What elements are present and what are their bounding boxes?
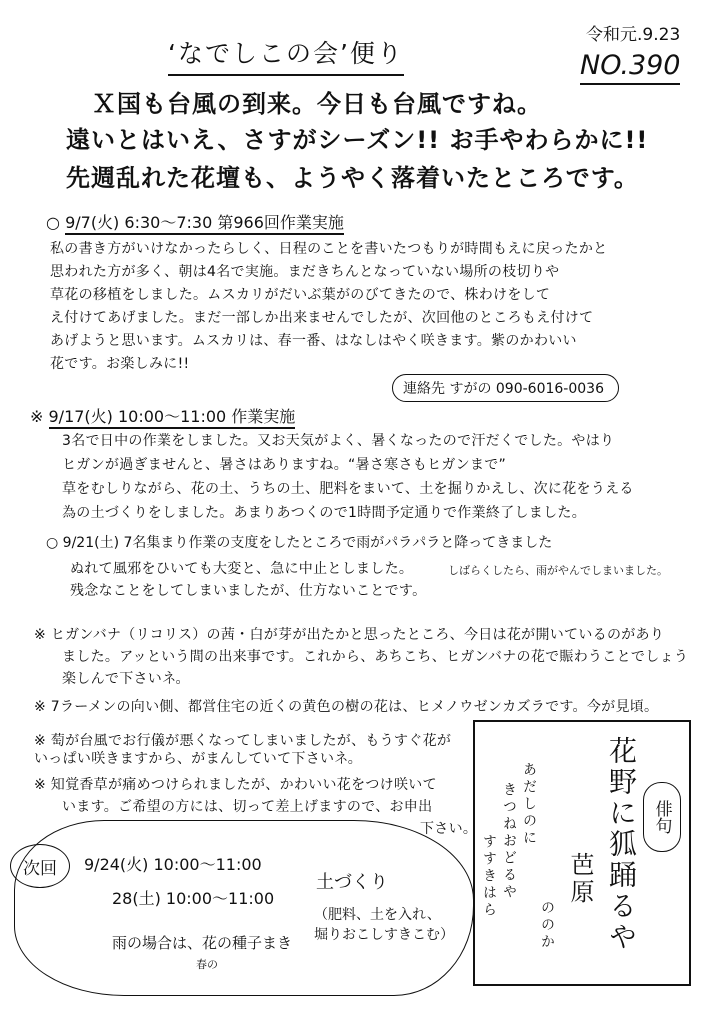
entry-2-line: 草をむしりながら、花の土、うちの土、肥料をまいて、土を掘りかえし、次に花をうえる — [62, 481, 634, 497]
haiku-reading: あだしのに — [521, 762, 537, 847]
haiku-author: 芭原 — [566, 852, 594, 906]
haiku-tag — [643, 782, 681, 852]
haiku-poem: 花野に狐踊るや — [605, 736, 638, 953]
entry-1-line: 思われた方が多く、朝は4名で実施。まだきちんとなっていない場所の枝切りや — [50, 264, 560, 280]
next-work-detail: （肥料、土を入れ、 — [314, 907, 441, 923]
entry-3-aside: しばらくしたら、雨がやんでしまいました。 — [448, 564, 668, 577]
note-3 — [34, 732, 454, 768]
haiku-tag-label: 俳句 — [651, 800, 672, 834]
note-4-line: 下さい。 — [420, 821, 478, 837]
haiku-reading: すすきはら — [481, 834, 497, 919]
entry-3-line: 残念なことをしてしまいましたが、仕方ないことです。 — [70, 583, 427, 599]
note-mark: ※ — [34, 699, 51, 715]
entry-3-line: ぬれて風邪をひいても大変と、急に中止としました。 — [70, 561, 414, 577]
note-4-line: います。ご希望の方には、切って差上げますので、お申出 — [62, 799, 433, 815]
next-rain-plan: 雨の場合は、花の種子まき — [112, 934, 293, 952]
note-1-line: ヒガンバナ（リコリス）の茜・白が芽が出たかと思ったところ、今日は花が開いているのがあり — [50, 627, 665, 643]
issue-number: NO.390 — [580, 50, 680, 85]
next-meeting-label — [10, 844, 70, 888]
next-label-text: 次回 — [23, 858, 57, 879]
entry-1-header — [46, 210, 344, 233]
haiku-box — [473, 720, 691, 986]
note-4 — [34, 776, 437, 794]
entry-2-line: 3名で日中の作業をしました。又お天気がよく、暑くなったので汗だくでした。やはり — [62, 433, 615, 449]
next-work: 土づくり — [316, 872, 388, 893]
entry-2-date-time: 9/17(火) 10:00〜11:00 作業実施 — [49, 407, 296, 429]
headline-2: 遠いとはいえ、さすがシーズン!! お手やわらかに!! — [66, 126, 649, 154]
next-work-detail: 堀りおこしすきこむ） — [314, 927, 454, 943]
entry-2-line: ヒガンが過ぎませんと、暑さはありますね。“暑さ寒さもヒガンまで” — [62, 457, 507, 473]
note-1-line: 楽しんで下さいネ。 — [62, 671, 190, 687]
entry-1-line: 私の書き方がいけなかったらしく、日程のことを書いたつもりが時間もえに戻ったかと — [50, 241, 608, 257]
newsletter-title: ‘なでしこの会’便り — [168, 34, 404, 76]
note-mark: ※ — [34, 627, 51, 643]
note-2 — [34, 698, 658, 716]
entry-1-line: あげようと思います。ムスカリは、春一番、はなしはやく咲きます。紫のかわいい — [50, 333, 577, 349]
entry-1-line: え付けてあげました。まだ一部しか出来ませんでしたが、次回他のところもえ付けて — [50, 310, 594, 326]
note-mark: ※ — [34, 777, 51, 793]
note-4-line: 知覚香草が痛めつけられましたが、かわいい花をつけ咲いて — [50, 777, 437, 793]
bullet-mark: ○ — [46, 535, 59, 551]
haiku-reading: ののか — [539, 900, 555, 951]
headline-1: Ｘ国も台風の到来。今日も台風ですね。 — [92, 90, 542, 118]
entry-3-text: 9/21(土) 7名集まり作業の支度をしたところで雨がパラパラと降ってきました — [62, 535, 553, 551]
note-2-line: 7ラーメンの向い側、都営住宅の近くの黄色の樹の花は、ヒメノウゼンカズラです。今が見頃。 — [50, 699, 659, 715]
note-mark: ※ — [30, 407, 44, 426]
next-date-1: 9/24(火) 10:00〜11:00 — [84, 855, 262, 874]
entry-2-header — [30, 404, 295, 427]
note-mark: ※ — [34, 733, 51, 749]
entry-1-date-time: 9/7(火) 6:30〜7:30 第966回作業実施 — [65, 213, 344, 235]
entry-3-header — [46, 532, 552, 552]
entry-1-line: 草花の移植をしました。ムスカリがだいぶ葉がのびてきたので、株わけをして — [50, 287, 551, 303]
entry-2-line: 為の土づくりをしました。あまりあつくので1時間予定通りで作業終了しました。 — [62, 505, 587, 521]
headline-3: 先週乱れた花壇も、ようやく落着いたところです。 — [66, 164, 639, 192]
next-date-2: 28(土) 10:00〜11:00 — [112, 889, 275, 908]
issue-date: 令和元.9.23 — [586, 25, 681, 45]
bullet-mark: ○ — [46, 213, 60, 232]
next-rain-season: 春の — [196, 958, 218, 971]
note-1-line: ました。アッという間の出来事です。これから、あちこち、ヒガンバナの花で賑わうことでしょう — [62, 649, 689, 665]
haiku-reading: きつねおどるや — [501, 782, 517, 901]
note-1 — [34, 626, 664, 644]
note-3-line: 萄が台風でお行儀が悪くなってしまいましたが、もうすぐ花がいっぱい咲きますから、がまんしていて下さいネ。 — [34, 733, 452, 767]
contact-badge: 連絡先 すがの 090-6016-0036 — [392, 374, 619, 402]
entry-1-line: 花です。お楽しみに!! — [50, 356, 190, 372]
